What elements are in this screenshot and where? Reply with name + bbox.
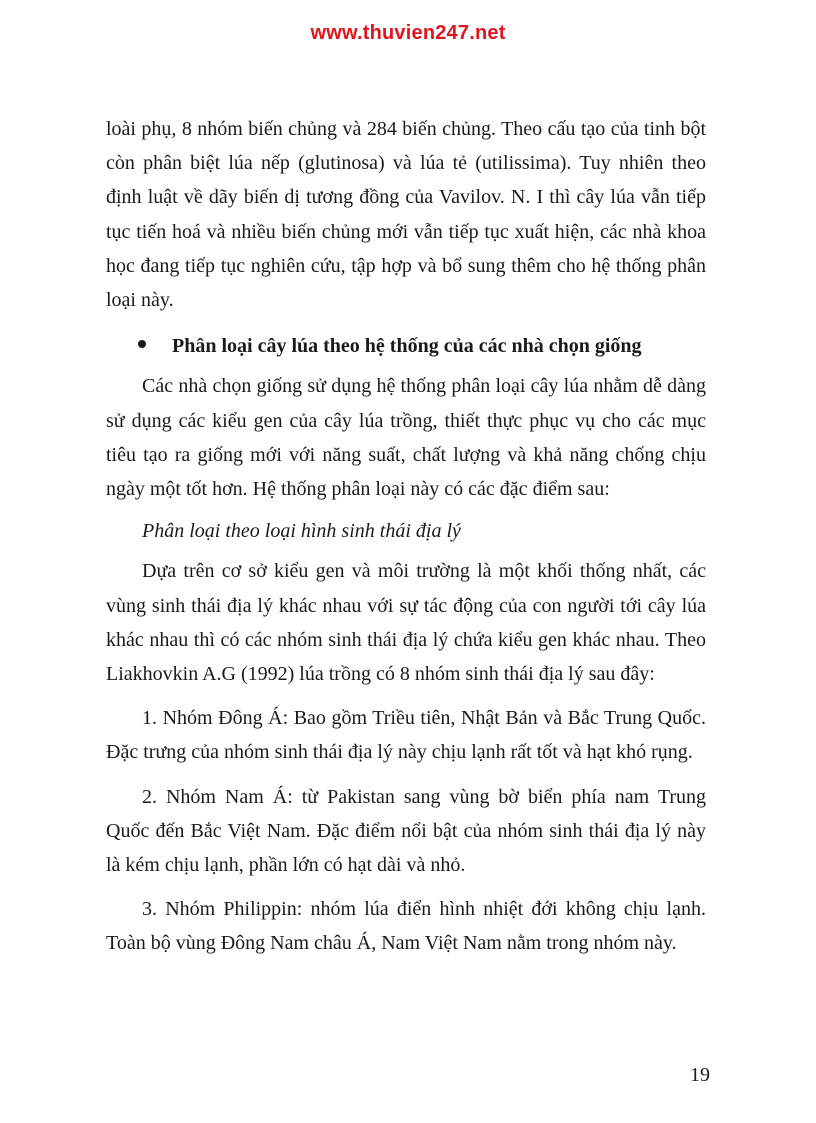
site-link[interactable]: www.thuvien247.net	[310, 22, 506, 44]
section-heading-text: Phân loại cây lúa theo hệ thống của các nhà chọn giống	[172, 335, 642, 358]
list-item-south-asia: 2. Nhóm Nam Á: từ Pakistan sang vùng bờ biển phía nam Trung Quốc đến Bắc Việt Nam. Đặc điểm nổi bật của nhóm sinh thái địa lý này là kém chịu lạnh, phần lớn có hạt dài và nhỏ.	[106, 785, 706, 877]
paragraph-breeders: Các nhà chọn giống sử dụng hệ thống phân loại cây lúa nhằm dễ dàng sử dụng các kiểu gen của cây lúa trồng, thiết thực phục vụ cho các mục tiêu tạo ra giống mới với năng suất, chất lượng và khả năng chống chịu ngày một tốt hơn. Hệ thống phân loại này có các đặc điểm sau:	[106, 375, 706, 501]
paragraph-intro: loài phụ, 8 nhóm biến chủng và 284 biến chủng. Theo cấu tạo của tinh bột còn phân biệt lúa nếp (glutinosa) và lúa tẻ (utilissima). Tuy nhiên theo định luật về dãy biến dị tương đồng của Vavilov. N. I thì cây lúa vẫn tiếp tục tiến hoá và nhiều biến chủng mới vẫn tiếp tục xuất hiện, các nhà khoa học đang tiếp tục nghiên cứu, tập hợp và bổ sung thêm cho hệ thống phân loại này.	[106, 118, 706, 312]
page-number: 19	[690, 1064, 710, 1086]
list-item-philippines: 3. Nhóm Philippin: nhóm lúa điển hình nhiệt đới không chịu lạnh. Toàn bộ vùng Đông Nam châu Á, Nam Việt Nam nằm trong nhóm này.	[106, 898, 706, 955]
subheading-ecogeo: Phân loại theo loại hình sinh thái địa lý	[142, 520, 461, 543]
section-heading	[106, 329, 706, 363]
page-body	[106, 112, 706, 961]
list-item-east-asia: 1. Nhóm Đông Á: Bao gồm Triều tiên, Nhật Bản và Bắc Trung Quốc. Đặc trưng của nhóm sinh thái địa lý này chịu lạnh rất tốt và hạt khó rụng.	[106, 707, 706, 764]
paragraph-ecogeo: Dựa trên cơ sở kiểu gen và môi trường là một khối thống nhất, các vùng sinh thái địa lý khác nhau với sự tác động của con người tới cây lúa khác nhau thì có các nhóm sinh thái địa lý chứa kiểu gen khác nhau. Theo Liakhovkin A.G (1992) lúa trồng có 8 nhóm sinh thái địa lý sau đây:	[106, 560, 706, 686]
bullet-icon	[138, 340, 146, 348]
